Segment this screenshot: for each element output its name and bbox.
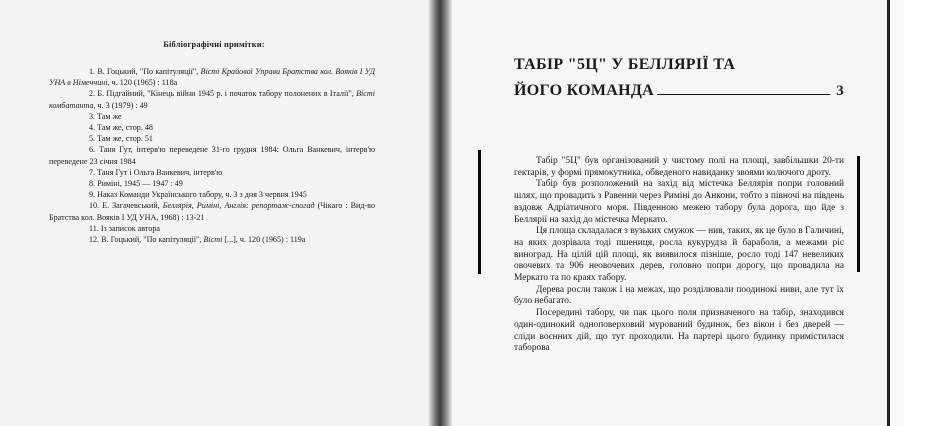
bibliography-note [49,167,375,178]
chapter-title-line2-row [514,78,844,104]
note-text: 10. Е. Загачевський, [89,201,163,211]
note-text: 6. Таня Гут, інтерв'ю переведене 31-го грудня 1984: Ольга Ванкевич, інтерв'ю переведене 23 січня 1984 [49,145,375,166]
note-source-title: Беллярія, Риміні, Англія: репортаж-спогад [162,201,315,211]
note-text: 5. Там же, стор. 51 [89,134,153,144]
bibliography-note [49,178,375,189]
note-text: 9. Наказ Команди Українського табору, ч. 3 з дня 3 червня 1945 [89,190,307,200]
note-text-tail: , ч. 120 (1965) : 118а [107,78,178,88]
bibliography-note [49,122,375,133]
chapter-number: 3 [836,83,844,99]
title-rule [657,94,830,95]
bibliography-note [49,200,375,222]
bibliography-note [49,234,375,245]
background-right [904,0,941,426]
chapter-paragraph: Табір "5Ц" був організований у чистому полі на площі, завбільшки 20-ти гектарів, у формі прямокутника, обведеного навиданку звоями колючого дроту. [514,156,844,178]
note-text: 8. Риміні, 1945 — 1947 : 49 [89,179,183,189]
book-gutter [428,0,452,426]
chapter-paragraph: Табір був розположений на захід від містечка Беллярія попри головний шлях, що провадить з Равенни через Риміні до Анкони, тобто з півночі на південь вздовж Адріатичного моря. Південною межею табору була дорога, що йде з Беллярії на захід до містечка Меркато. [514,179,844,225]
note-source-title: Вісті комбатанта [49,89,375,110]
margin-mark-right [857,156,860,272]
bibliography-note [49,133,375,144]
bibliography-note [49,144,375,166]
bibliography-note [49,88,375,110]
chapter-title-line1: ТАБІР "5Ц" У БЕЛЛЯРІЇ ТА [514,56,736,73]
bibliography-note [49,66,375,88]
chapter-paragraph: Посередині табору, чи пак цього поля призначеного на табір, знаходився один-одинокий одноповерховий мурований будинок, без вікон і без дверей — сліди воєнних дій, що тут проходили. На партері цього будинку примістилася таборова [514,308,844,354]
note-text-tail: (Чікаго : Вид-во Братства кол. Вояків I УД УНА, 1968) : 13-21 [49,201,375,222]
chapter-paragraph: Дерева росли також і на межах, що розділювали поодинокі ниви, але тут їх було небагато. [514,284,844,307]
page-edge-strip [890,0,904,426]
note-text: 12. В. Гоцький, "По капітуляції", [89,235,204,245]
bibliography-note [49,223,375,234]
note-source-title: Вісті [203,235,223,245]
bibliography-note [49,111,375,122]
margin-mark-left [478,150,481,274]
bibliography-heading: Бібліографічні примітки: [163,40,265,49]
note-text: 2. Б. Підгайний, "Кінець війни 1945 р. і початок табору полонених в Італії", [89,89,357,99]
note-text: 4. Там же, стор. 48 [89,123,153,133]
note-text-tail: , ч. 3 (1979) : 49 [93,100,148,110]
chapter-body [514,156,844,355]
note-text: 11. Із записок автора [89,223,161,233]
chapter-title [514,52,844,104]
note-text-tail: [...], ч. 120 (1965) : 119а [222,235,306,245]
note-text: 1. В. Гоцький, "По капітуляції", [89,67,201,76]
bibliography-note [49,189,375,200]
chapter-paragraph: Ця площа складалася з вузьких смужок — нив, таких, як це було в Галичині, на яких дозрівала тоді пшениця, росла кукурудза й бараболя, а межами ріс виноград. На цілій цій площі, як виявилося пізніше, росло тоді 147 невеликих овочевих та 906 неовочевих дерев, головно попри дорогу, що провадила на Меркато та по краях табору. [514,226,844,284]
note-source-title: Вісті Крайової Управи Братства кол. Вояків I УД УНА в Німеччині [49,67,375,88]
left-page [0,0,428,426]
bibliography-notes [49,66,375,245]
chapter-title-line2: ЙОГО КОМАНДА [514,82,655,99]
note-text: 3. Там же [89,111,122,121]
note-text: 7. Таня Гут і Ольга Ванкевич, інтерв'ю [89,167,223,177]
